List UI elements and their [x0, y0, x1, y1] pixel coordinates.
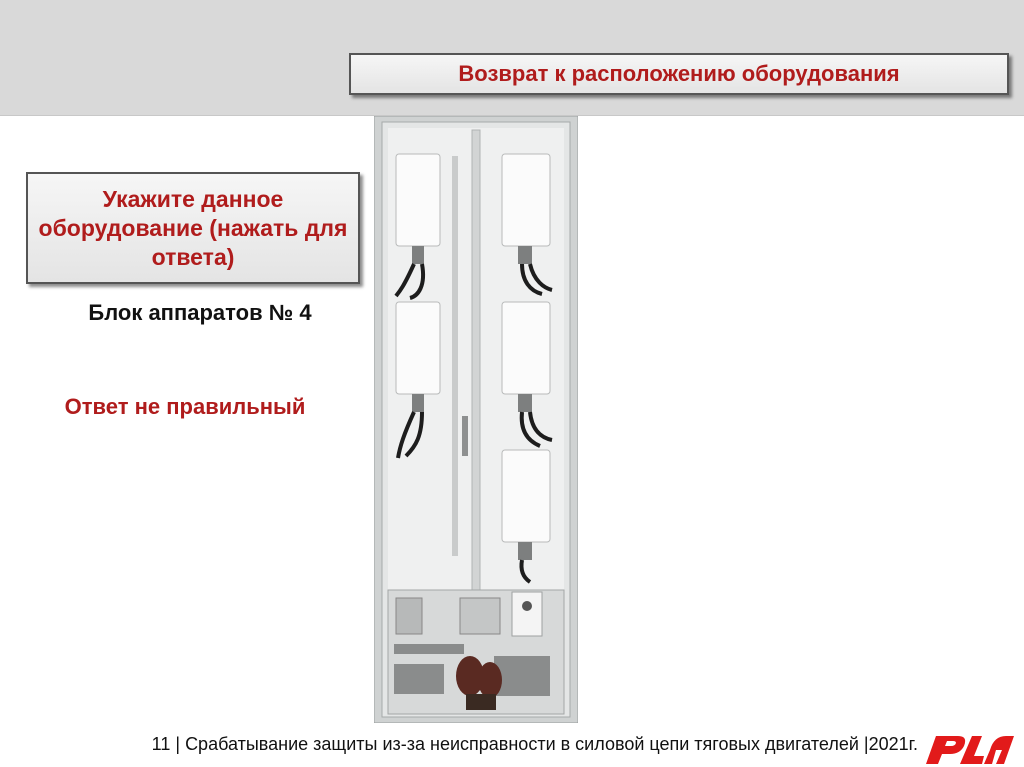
footer-caption	[0, 734, 918, 755]
footer-caption-text: Срабатывание защиты из-за неисправности в силовой цепи тяговых двигателей |2021г.	[185, 734, 918, 754]
back-to-layout-button-label: Возврат к расположению оборудования	[458, 61, 900, 86]
block-title: Блок аппаратов № 4	[88, 300, 312, 325]
identify-equipment-button[interactable]	[26, 172, 360, 284]
page-number: 11	[151, 734, 171, 754]
rzd-logo-icon	[924, 730, 1016, 766]
identify-equipment-button-label: Укажите данное оборудование (нажать для ответа)	[38, 185, 348, 270]
back-to-layout-button[interactable]	[349, 53, 1009, 95]
answer-status: Ответ не правильный	[64, 394, 306, 419]
equipment-cabinet-image[interactable]	[374, 116, 578, 723]
footer-separator: |	[175, 734, 186, 754]
